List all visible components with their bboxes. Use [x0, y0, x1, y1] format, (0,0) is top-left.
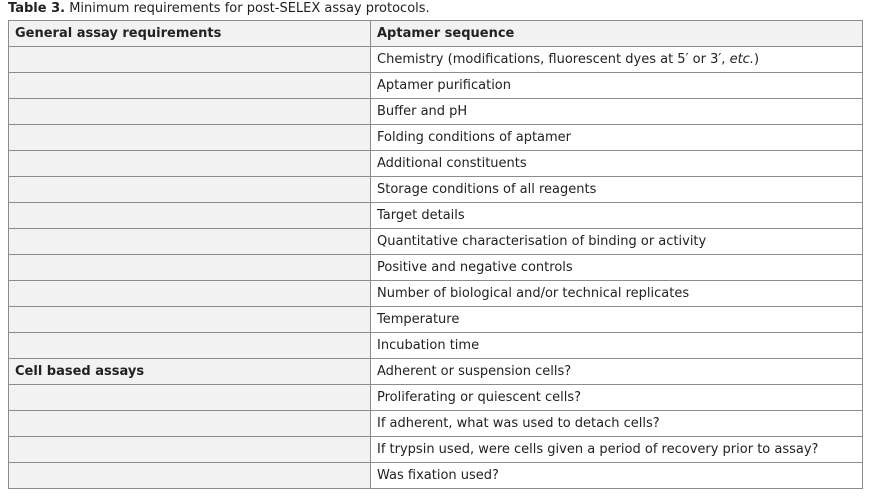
table-cell-item: Folding conditions of aptamer — [371, 125, 863, 151]
item-text-end: ) — [753, 51, 760, 67]
table-cell-group — [9, 385, 371, 411]
table-label: Table 3. — [8, 1, 66, 16]
table-row — [9, 333, 863, 359]
table-cell-item: Positive and negative controls — [371, 255, 863, 281]
table-cell-item — [371, 47, 863, 73]
table-row — [9, 281, 863, 307]
table-row — [9, 73, 863, 99]
table-row — [9, 411, 863, 437]
column-header-general: General assay requirements — [9, 21, 371, 47]
table-cell-item: If trypsin used, were cells given a period of recovery prior to assay? — [371, 437, 863, 463]
table-caption-text: Minimum requirements for post-SELEX assay protocols. — [65, 1, 430, 16]
table-cell-group — [9, 99, 371, 125]
table-cell-group — [9, 151, 371, 177]
item-text: Chemistry (modifications, fluorescent dyes at 5′ or 3′, — [377, 51, 730, 67]
table-cell-item: Buffer and pH — [371, 99, 863, 125]
table-cell-group — [9, 411, 371, 437]
table-cell-group: Cell based assays — [9, 359, 371, 385]
table-cell-item: Incubation time — [371, 333, 863, 359]
table-cell-group — [9, 177, 371, 203]
table-cell-group — [9, 73, 371, 99]
table-row — [9, 359, 863, 385]
table-row — [9, 307, 863, 333]
table-row — [9, 47, 863, 73]
table-row — [9, 229, 863, 255]
table-cell-item: Target details — [371, 203, 863, 229]
table-cell-group — [9, 255, 371, 281]
table-cell-item: Temperature — [371, 307, 863, 333]
table-row — [9, 125, 863, 151]
table-cell-group — [9, 229, 371, 255]
table-row — [9, 99, 863, 125]
requirements-table — [8, 20, 863, 489]
table-cell-group — [9, 463, 371, 489]
table-cell-item: Adherent or suspension cells? — [371, 359, 863, 385]
table-header-row — [9, 21, 863, 47]
table-cell-group — [9, 333, 371, 359]
table-cell-item: Additional constituents — [371, 151, 863, 177]
item-text-emphasis: etc. — [729, 51, 754, 67]
table-caption — [8, 0, 430, 17]
table-cell-group — [9, 281, 371, 307]
table-row — [9, 255, 863, 281]
table-cell-group — [9, 437, 371, 463]
column-header-aptamer: Aptamer sequence — [371, 21, 863, 47]
table-cell-item: Proliferating or quiescent cells? — [371, 385, 863, 411]
table-cell-item: Aptamer purification — [371, 73, 863, 99]
table-row — [9, 437, 863, 463]
table-cell-group — [9, 47, 371, 73]
table-cell-item: If adherent, what was used to detach cells? — [371, 411, 863, 437]
table-cell-item: Was fixation used? — [371, 463, 863, 489]
table-cell-group — [9, 203, 371, 229]
table-cell-item: Storage conditions of all reagents — [371, 177, 863, 203]
table-row — [9, 463, 863, 489]
table-cell-group — [9, 307, 371, 333]
table-cell-item: Quantitative characterisation of binding or activity — [371, 229, 863, 255]
table-row — [9, 151, 863, 177]
table-row — [9, 203, 863, 229]
table-row — [9, 177, 863, 203]
table-cell-item: Number of biological and/or technical replicates — [371, 281, 863, 307]
table-cell-group — [9, 125, 371, 151]
table-row — [9, 385, 863, 411]
